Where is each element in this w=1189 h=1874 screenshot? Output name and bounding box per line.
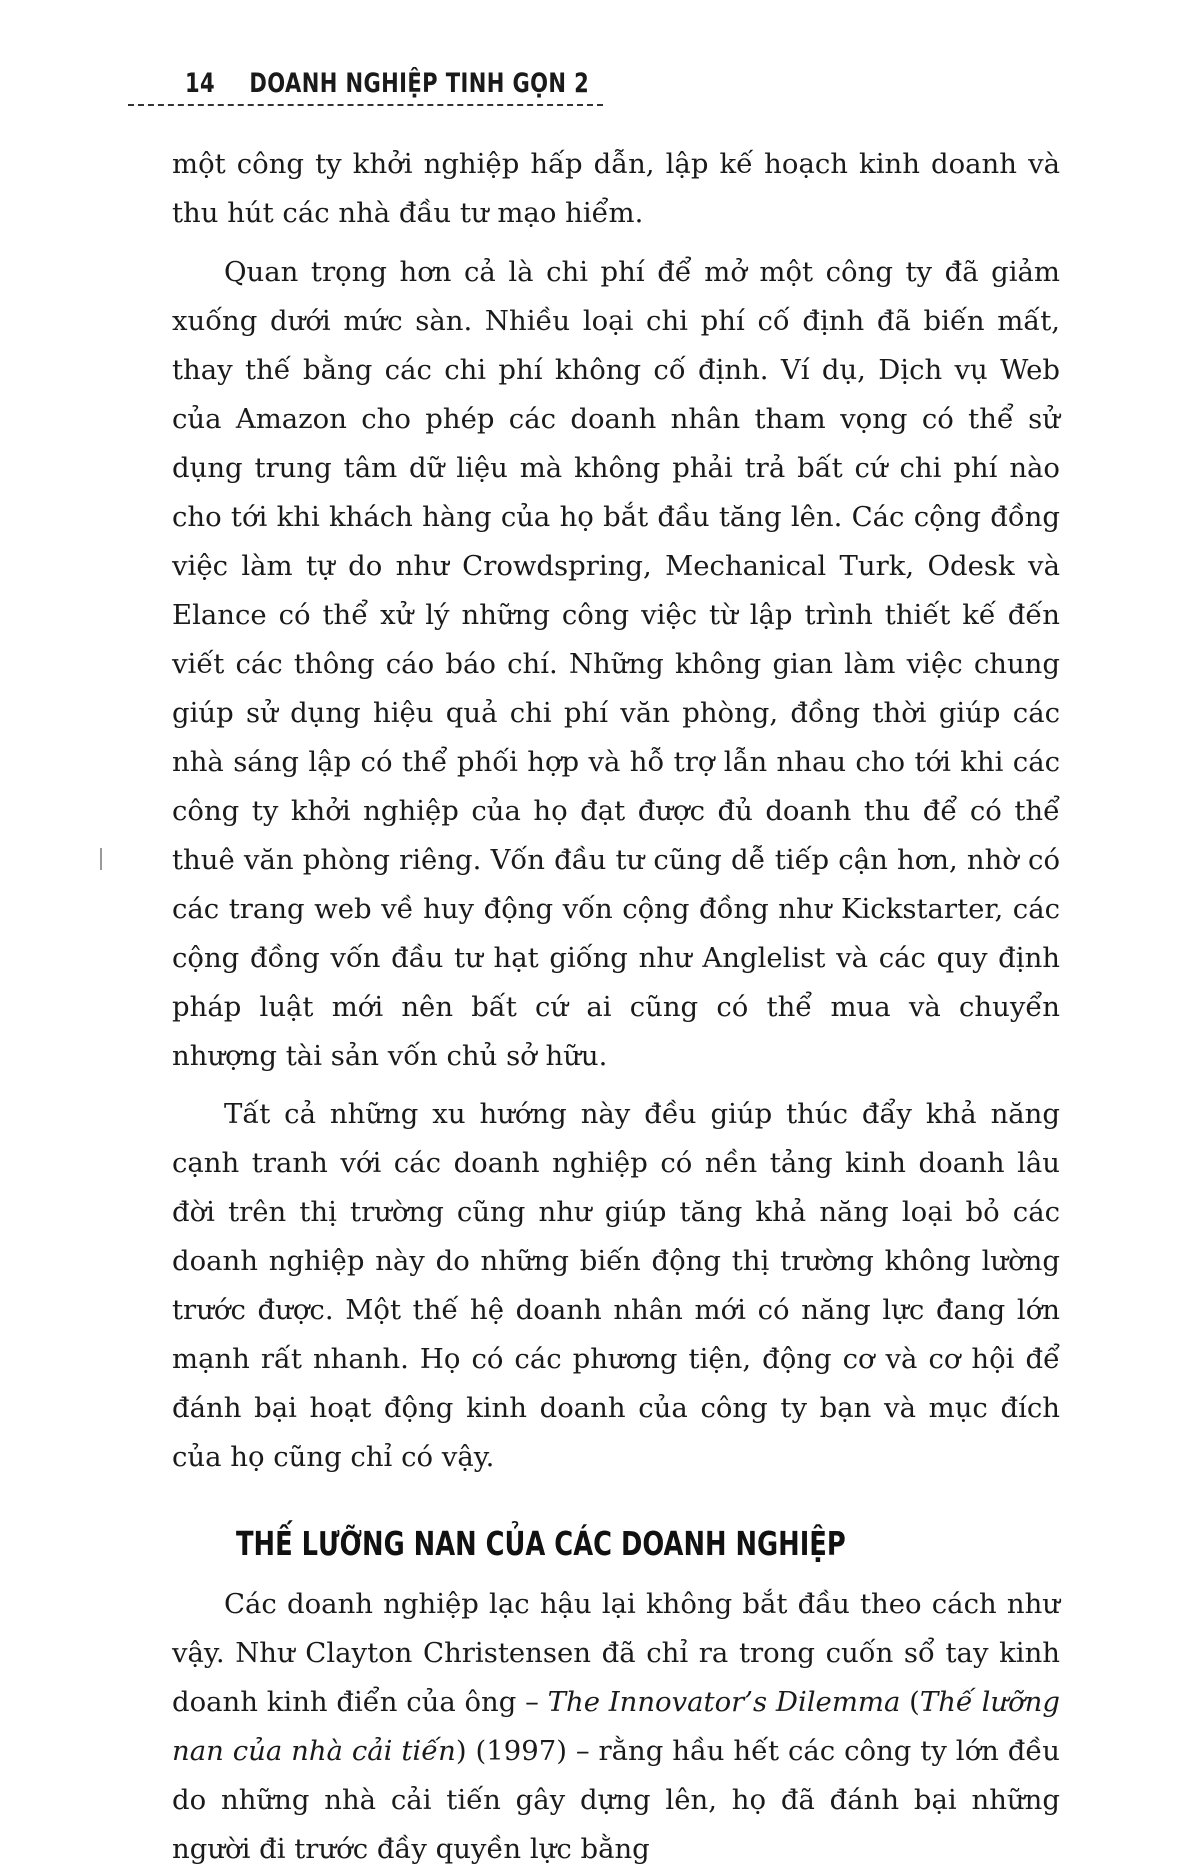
book-title-english: The Innovator’s Dilemma — [547, 1686, 901, 1718]
paragraph-dilemma-text-1: Các doanh nghiệp lạc hậu lại không bắt đầu theo cách như vậy. Như Clayton Christensen đã chỉ ra trong cuốn sổ tay kinh doanh kinh điển của ông – — [172, 1588, 1060, 1718]
paragraph-costs: Quan trọng hơn cả là chi phí để mở một công ty đã giảm xuống dưới mức sàn. Nhiều loại chi phí cố định đã biến mất, thay thế bằng các chi phí không cố định. Ví dụ, Dịch vụ Web của Amazon cho phép các doanh nhân tham vọng có thể sử dụng trung tâm dữ liệu mà không phải trả bất cứ chi phí nào cho tới khi khách hàng của họ bắt đầu tăng lên. Các cộng đồng việc làm tự do như Crowdspring, Mechanical Turk, Odesk và Elance có thể xử lý những công việc từ lập trình thiết kế đến viết các thông cáo báo chí. Những không gian làm việc chung giúp sử dụng hiệu quả chi phí văn phòng, đồng thời giúp các nhà sáng lập có thể phối hợp và hỗ trợ lẫn nhau cho tới khi các công ty khởi nghiệp của họ đạt được đủ doanh thu để có thể thuê văn phòng riêng. Vốn đầu tư cũng dễ tiếp cận hơn, nhờ có các trang web về huy động vốn cộng đồng như Kickstarter, các cộng đồng vốn đầu tư hạt giống như Anglelist và các quy định pháp luật mới nên bất cứ ai cũng có thể mua và chuyển nhượng tài sản vốn chủ sở hữu. — [172, 256, 1060, 1072]
header-divider — [128, 104, 603, 106]
section-heading: THẾ LƯỠNG NAN CỦA CÁC DOANH NGHIỆP — [236, 1524, 846, 1563]
paragraph-trends: Tất cả những xu hướng này đều giúp thúc đẩy khả năng cạnh tranh với các doanh nghiệp có nền tảng kinh doanh lâu đời trên thị trường cũng như giúp tăng khả năng loại bỏ các doanh nghiệp này do những biến động thị trường không lường trước được. Một thế hệ doanh nhân mới có năng lực đang lớn mạnh rất nhanh. Họ có các phương tiện, động cơ và cơ hội để đánh bại hoạt động kinh doanh của công ty bạn và mục đích của họ cũng chỉ có vậy. — [172, 1098, 1060, 1473]
page-body — [172, 140, 1060, 1874]
book-title: DOANH NGHIỆP TINH GỌN 2 — [249, 68, 590, 99]
paragraph-dilemma-text-3: ) (1997) – rằng hầu hết các công ty lớn đều do những nhà cải tiến gây dựng lên, họ đã đánh bại những người đi trước đầy quyền lực bằng — [172, 1735, 1060, 1865]
paragraph-dilemma-text-2: ( — [900, 1686, 920, 1718]
paragraph-dilemma — [172, 1580, 1060, 1874]
page-number: 14 — [185, 68, 216, 99]
running-header — [185, 68, 589, 99]
margin-mark — [100, 848, 102, 870]
paragraph-continuation: một công ty khởi nghiệp hấp dẫn, lập kế hoạch kinh doanh và thu hút các nhà đầu tư mạo hiểm. — [172, 148, 1060, 229]
book-title-vietnamese: Thế lưỡng nan của nhà cải tiến — [172, 1686, 1060, 1767]
